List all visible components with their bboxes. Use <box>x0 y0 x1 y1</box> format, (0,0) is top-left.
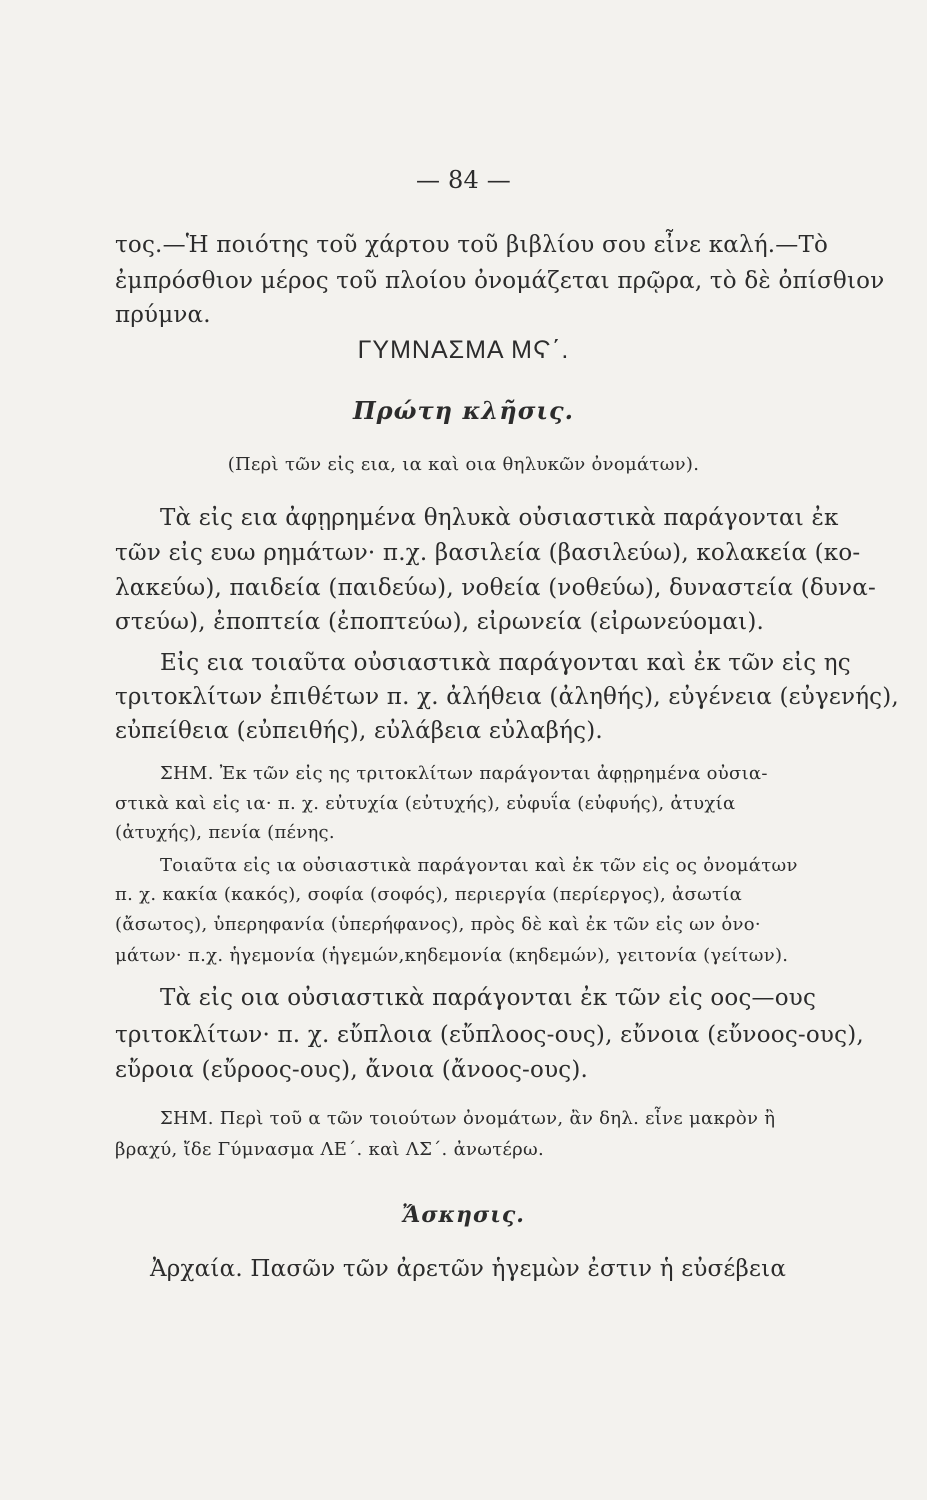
note-line: ΣΗΜ. Ἐκ τῶν εἰς ης τριτοκλίτων παράγονται ἀφῃρημένα οὐσια- <box>160 763 768 784</box>
paragraph-line: τριτοκλίτων· π. χ. εὔπλοια (εὔπλοος-ους), εὔνοια (εὔνοος-ους), <box>115 1022 864 1048</box>
note-line: (ἄσωτος), ὑπερηφανία (ὑπερήφανος), πρὸς δὲ καὶ ἐκ τῶν εἰς ων ὀνο· <box>115 914 761 935</box>
paragraph-line: τῶν εἰς ευω ρημάτων· π.χ. βασιλεία (βασιλεύω), κολακεία (κο- <box>115 540 861 566</box>
paragraph-line: εὔροια (εὔροος-ους), ἄνοια (ἄνοος-ους). <box>115 1057 589 1083</box>
exercise-subtitle: Πρώτη κλῆσις. <box>353 396 574 425</box>
note-line: π. χ. κακία (κακός), σοφία (σοφός), περιεργία (περίεργος), ἀσωτία <box>115 884 743 905</box>
exercise-title: ΓΥΜΝΑΣΜΑ ΜϚ΄. <box>357 336 570 364</box>
section-note: (Περὶ τῶν εἰς εια, ια καὶ οια θηλυκῶν ὀνομάτων). <box>227 454 700 475</box>
exercise-heading: Ἄσκησις. <box>402 1202 525 1228</box>
paragraph-line: εὐπείθεια (εὐπειθής), εὐλάβεια εὐλαβής). <box>115 718 603 744</box>
note-line: ΣΗΜ. Περὶ τοῦ α τῶν τοιούτων ὀνομάτων, ἂν δηλ. εἶνε μακρὸν ἢ <box>160 1108 776 1129</box>
paragraph-line: Τὰ εἰς οια οὐσιαστικὰ παράγονται ἐκ τῶν εἰς οος—ους <box>160 985 817 1011</box>
note-line: Τοιαῦτα εἰς ια οὐσιαστικὰ παράγονται καὶ ἐκ τῶν εἰς ος ὀνομάτων <box>160 855 798 876</box>
text-line-2: ἐμπρόσθιον μέρος τοῦ πλοίου ὀνομάζεται πρῷρα, τὸ δὲ ὀπίσθιον <box>115 268 885 294</box>
note-line: (ἀτυχής), πενία (πένης. <box>115 822 335 843</box>
note-line: βραχύ, ἴδε Γύμνασμα ΛΕ΄. καὶ ΛΣ΄. ἀνωτέρω. <box>115 1139 545 1160</box>
paragraph-line: Τὰ εἰς εια ἀφῃρημένα θηλυκὰ οὐσιαστικὰ παράγονται ἐκ <box>160 505 839 531</box>
paragraph-line: τριτοκλίτων ἐπιθέτων π. χ. ἀλήθεια (ἀληθής), εὐγένεια (εὐγενής), <box>115 684 899 710</box>
paragraph-line: λακεύω), παιδεία (παιδεύω), νοθεία (νοθεύω), δυναστεία (δυνα- <box>115 575 876 601</box>
text-line-3: πρύμνα. <box>115 302 211 328</box>
paragraph-line: Εἰς εια τοιαῦτα οὐσιαστικὰ παράγονται καὶ ἐκ τῶν εἰς ης <box>160 650 851 676</box>
exercise-line: Ἀρχαία. Πασῶν τῶν ἀρετῶν ἡγεμὼν ἐστιν ἡ εὐσέβεια <box>150 1256 787 1282</box>
paragraph-line: στεύω), ἐποπτεία (ἐποπτεύω), εἰρωνεία (εἰρωνεύομαι). <box>115 609 765 635</box>
note-line: στικὰ καὶ εἰς ια· π. χ. εὐτυχία (εὐτυχής), εὐφυΐα (εὐφυής), ἀτυχία <box>115 793 736 814</box>
note-line: μάτων· π.χ. ἡγεμονία (ἡγεμών,κηδεμονία (κηδεμών), γειτονία (γείτων). <box>115 945 789 966</box>
text-line-1: τος.—Ἡ ποιότης τοῦ χάρτου τοῦ βιβλίου σου εἶνε καλή.—Τὸ <box>115 232 829 258</box>
page-number: — 84 — <box>416 166 511 194</box>
